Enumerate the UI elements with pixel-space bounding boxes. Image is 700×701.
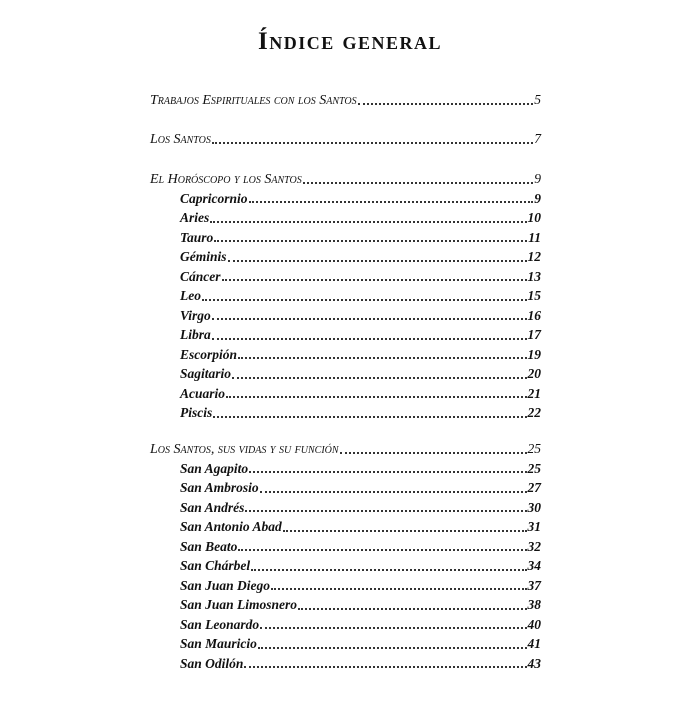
- toc-entry[interactable]: [180, 286, 541, 305]
- entry-label: Sagitario: [180, 366, 232, 381]
- entry-label: San Leonardo: [180, 616, 260, 632]
- page-number: 10: [527, 210, 541, 225]
- dot-leader: [260, 491, 527, 493]
- toc-entry[interactable]: [180, 267, 541, 286]
- toc-entry[interactable]: [180, 228, 541, 247]
- entry-label: Cáncer: [180, 268, 221, 284]
- dot-leader: [260, 627, 526, 629]
- toc-entry[interactable]: [180, 189, 541, 208]
- entry-label: Géminis: [180, 249, 227, 264]
- section-label: Trabajos Espirituales con los Santos: [150, 93, 357, 108]
- toc-section[interactable]: [150, 439, 541, 458]
- dot-leader: [210, 221, 526, 223]
- toc-entry[interactable]: [180, 247, 541, 266]
- section-label: El Horóscopo y los Santos: [150, 172, 302, 187]
- page-number: 32: [527, 538, 541, 554]
- dot-leader: [283, 530, 527, 532]
- entry-label: San Agapito: [180, 460, 249, 476]
- page-number: 38: [527, 597, 541, 612]
- toc-entry[interactable]: [180, 478, 541, 497]
- page-number: 11: [528, 229, 541, 245]
- toc-section[interactable]: [150, 90, 541, 109]
- entry-label: Tauro: [180, 229, 214, 245]
- entry-label: Aries: [180, 210, 210, 225]
- toc-section[interactable]: [150, 129, 541, 148]
- dot-leader: [303, 182, 534, 184]
- page-number: 25: [527, 441, 541, 456]
- dot-leader: [258, 647, 527, 649]
- entry-label: Piscis: [180, 405, 213, 420]
- entry-label: Libra: [180, 327, 211, 342]
- page-number: 43: [527, 655, 541, 671]
- toc-entry[interactable]: [180, 498, 541, 517]
- page-number: 17: [527, 327, 541, 342]
- dot-leader: [238, 357, 526, 359]
- page-number: 20: [527, 366, 541, 381]
- entry-label: San Ambrosio: [180, 480, 259, 495]
- entry-label: San Mauricio: [180, 636, 257, 651]
- toc-entry[interactable]: [180, 459, 541, 478]
- section-label: Los Santos: [150, 132, 211, 147]
- dot-leader: [358, 103, 534, 105]
- entry-label: Escorpión: [180, 346, 238, 362]
- dot-leader: [214, 240, 527, 242]
- entry-label: San Juan Diego: [180, 577, 271, 593]
- page-number: 19: [527, 346, 541, 362]
- toc-section[interactable]: [150, 169, 541, 188]
- toc-entry[interactable]: [180, 576, 541, 595]
- dot-leader: [212, 318, 527, 320]
- toc-entry[interactable]: [180, 403, 541, 422]
- page-number: 25: [527, 460, 541, 476]
- page-number: 22: [527, 405, 541, 420]
- dot-leader: [212, 142, 533, 144]
- toc-entry[interactable]: [180, 654, 541, 673]
- toc-entry[interactable]: [180, 556, 541, 575]
- entry-label: San Andrés: [180, 499, 245, 515]
- dot-leader: [238, 549, 526, 551]
- entry-label: Virgo: [180, 307, 211, 323]
- section-label: Los Santos, sus vidas y su función: [150, 442, 339, 457]
- page-number: 34: [527, 558, 541, 573]
- toc-entry[interactable]: [180, 537, 541, 556]
- dot-leader: [271, 588, 526, 590]
- toc-entry[interactable]: [180, 615, 541, 634]
- toc-entry[interactable]: [180, 517, 541, 536]
- toc-entry[interactable]: [180, 595, 541, 614]
- page-number: 37: [527, 577, 541, 593]
- page-number: 12: [527, 249, 541, 264]
- dot-leader: [202, 299, 527, 301]
- page-number: 30: [527, 499, 541, 515]
- dot-leader: [340, 452, 527, 454]
- entry-label: Acuario: [180, 385, 226, 401]
- dot-leader: [298, 608, 526, 610]
- toc-entry[interactable]: [180, 325, 541, 344]
- toc-entry[interactable]: [180, 364, 541, 383]
- toc-entry[interactable]: [180, 306, 541, 325]
- entry-label: San Chárbel: [180, 558, 251, 573]
- page-title: Índice general: [257, 28, 442, 55]
- entry-label: Capricornio: [180, 190, 248, 206]
- dot-leader: [245, 510, 526, 512]
- page-number: 9: [534, 171, 541, 186]
- entry-label: San Beato: [180, 538, 238, 554]
- dot-leader: [251, 569, 526, 571]
- page-number: 16: [527, 307, 541, 323]
- dot-leader: [249, 471, 526, 473]
- dot-leader: [244, 666, 526, 668]
- page-number: 31: [527, 519, 541, 534]
- toc-entry[interactable]: [180, 384, 541, 403]
- entry-label: San Antonio Abad: [180, 519, 282, 534]
- dot-leader: [222, 279, 527, 281]
- page-number: 27: [527, 480, 541, 495]
- dot-leader: [232, 377, 526, 379]
- page-number: 5: [534, 92, 541, 107]
- dot-leader: [228, 260, 527, 262]
- dot-leader: [212, 338, 527, 340]
- page-number: 40: [527, 616, 541, 632]
- page-number: 21: [527, 385, 541, 401]
- dot-leader: [226, 396, 526, 398]
- entry-label: Leo: [180, 288, 201, 303]
- page-number: 7: [534, 131, 541, 146]
- page-number: 13: [527, 268, 541, 284]
- entry-label: San Juan Limosnero: [180, 597, 298, 612]
- dot-leader: [249, 201, 534, 203]
- entry-label: San Odilón: [180, 655, 244, 671]
- page-number: 41: [527, 636, 541, 651]
- toc-entry[interactable]: [180, 345, 541, 364]
- toc-entry[interactable]: [180, 634, 541, 653]
- toc-entry[interactable]: [180, 208, 541, 227]
- page-number: 15: [527, 288, 541, 303]
- dot-leader: [213, 416, 526, 418]
- page-number: 9: [534, 190, 541, 206]
